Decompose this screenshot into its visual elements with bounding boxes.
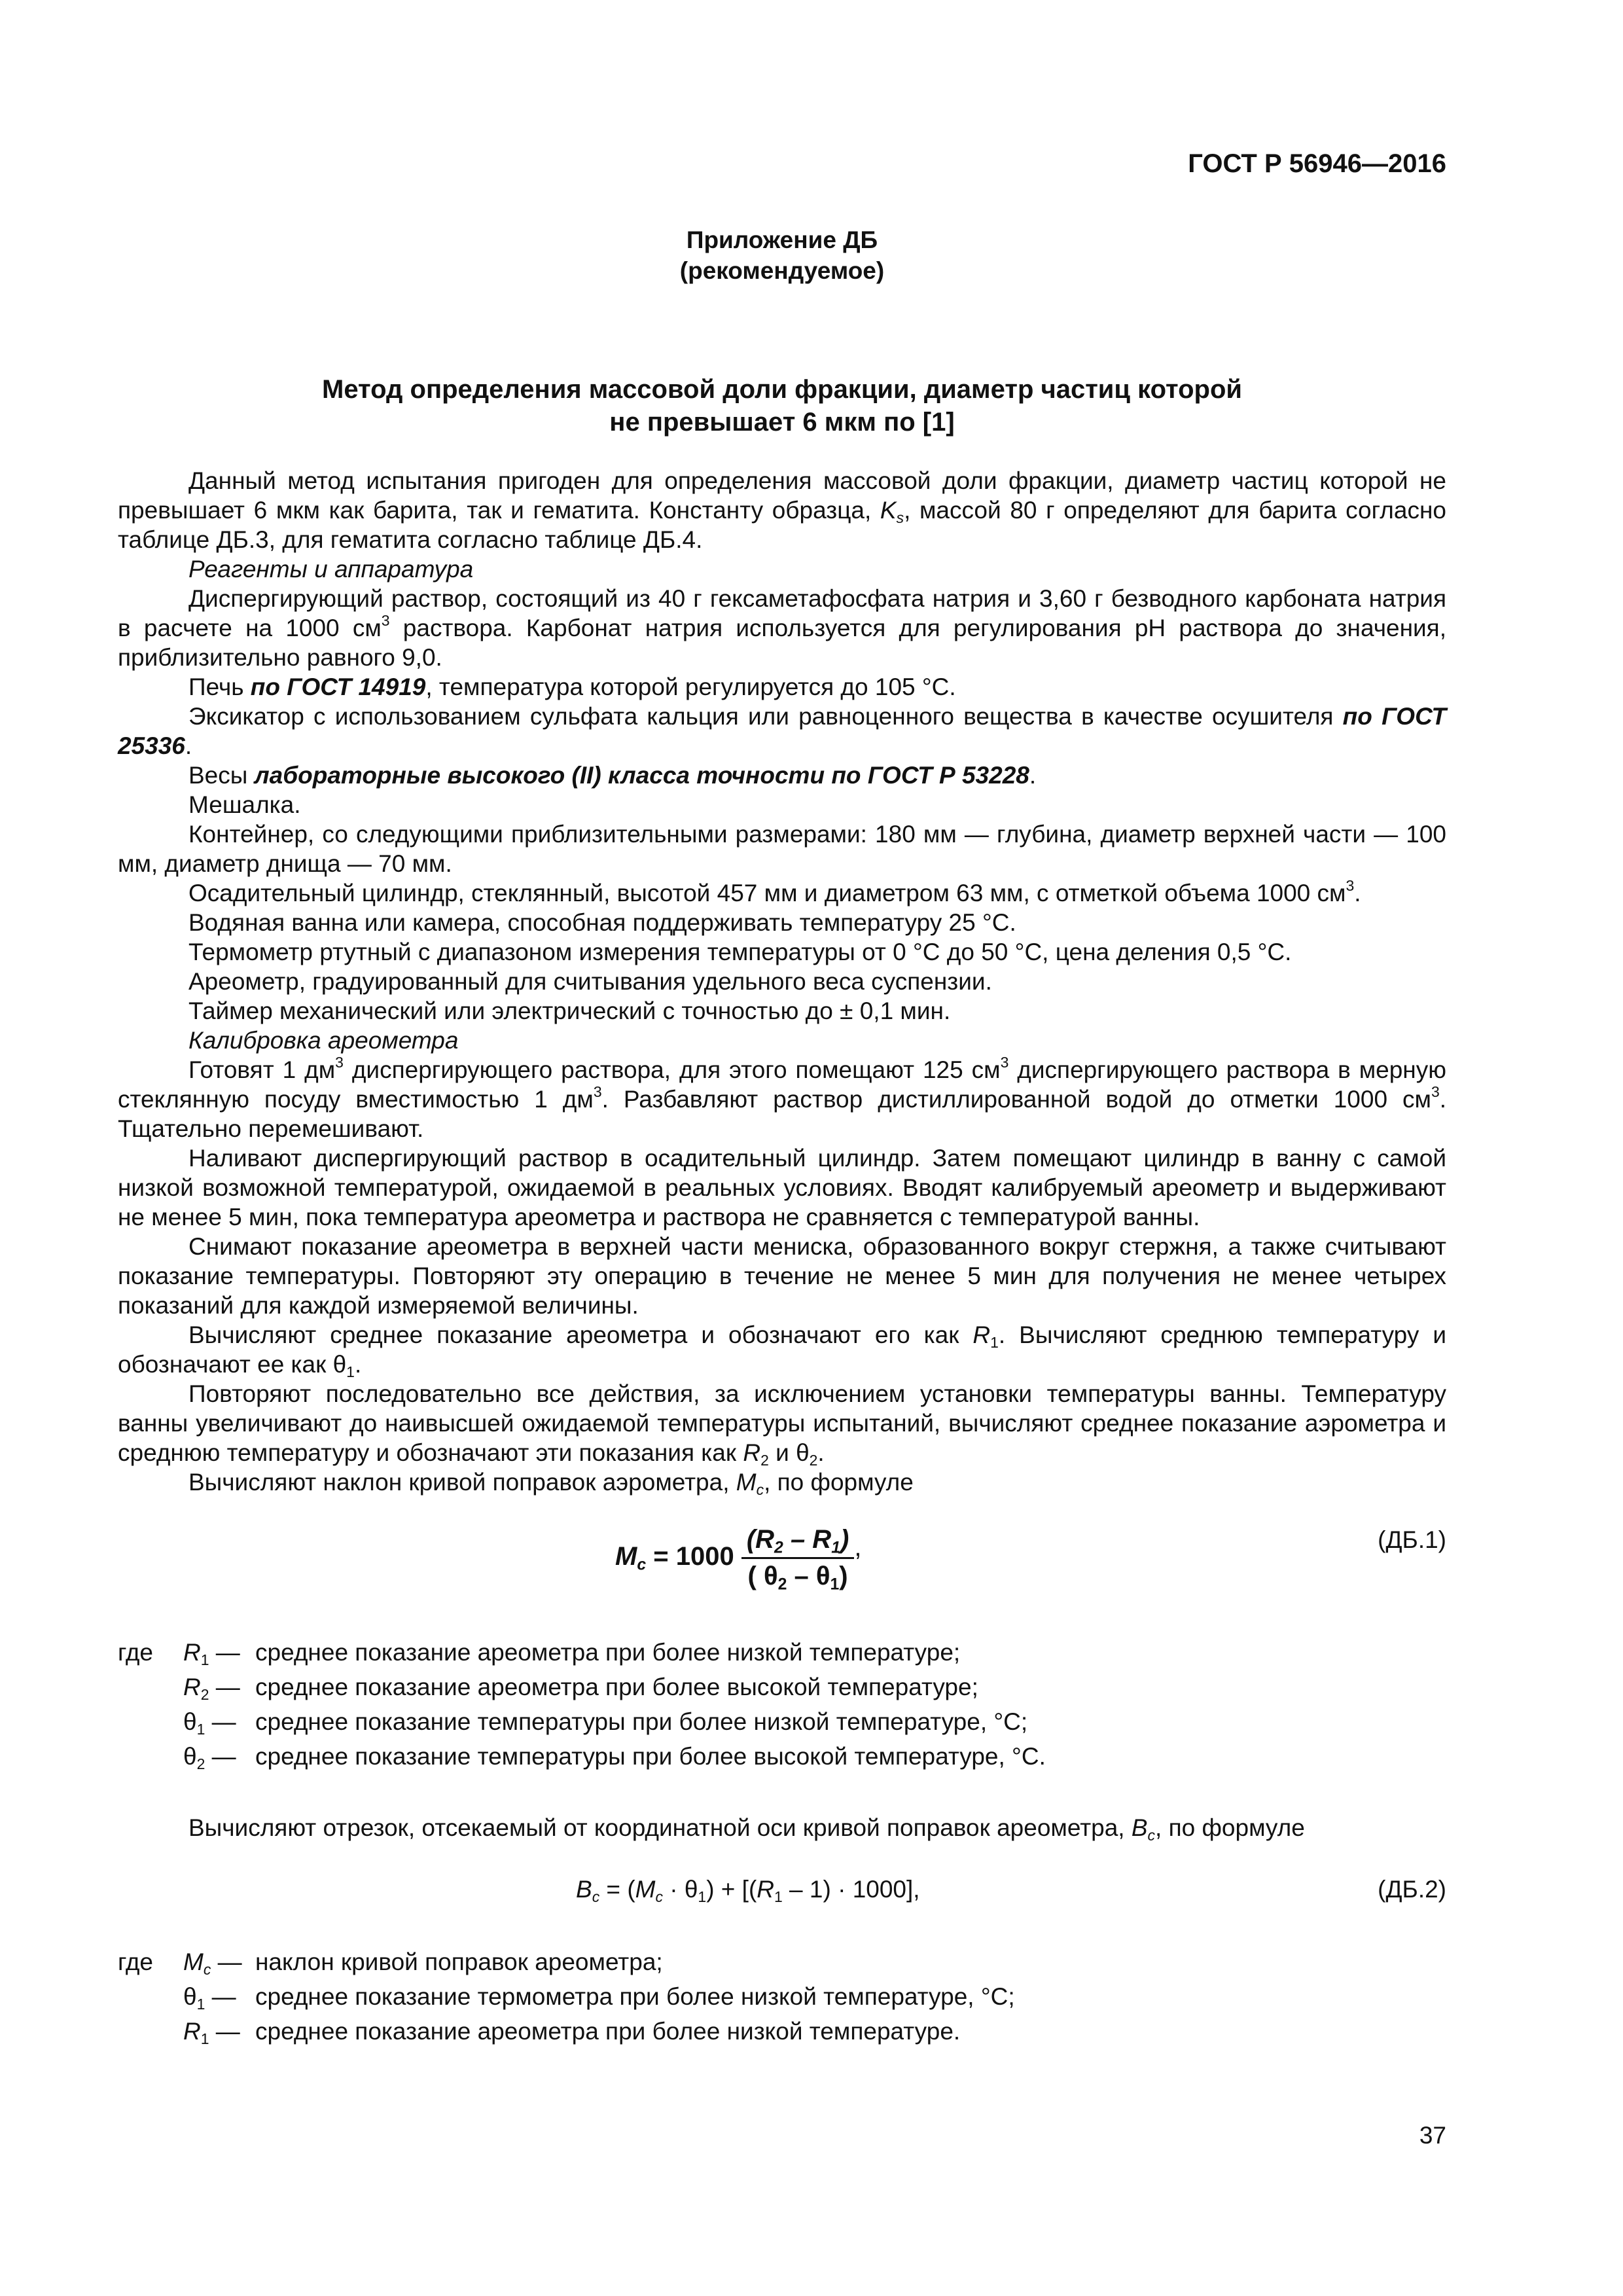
legend-row: $R_2$ — среднее показание ареометра при более высокой температуре; — [183, 1674, 978, 1703]
paragraph-desiccator: Эксикатор с использованием сульфата кальция или равноценного вещества в качестве осушителя по ГОСТ 25336. — [118, 703, 1446, 759]
paragraph-hydrometer: Ареометр, градуированный для считывания удельного веса суспензии. — [188, 968, 992, 995]
reagents-heading: Реагенты и аппаратура — [188, 556, 474, 583]
formula-db1-expression: $M_c = 1000$ $\frac{(R_2 - R_1)}{( \theta_2 - \theta_1)}$ , — [615, 1525, 862, 1594]
annex-status: (рекомендуемое) — [679, 257, 885, 284]
page-number: 37 — [1419, 2122, 1446, 2149]
legend-row: $\theta_1$ — среднее показание термометра при более низкой температуре, °С; — [183, 1983, 1015, 2013]
legend-row: $\theta_2$ — среднее показание температуры при более высокой температуре, °С. — [183, 1743, 1046, 1772]
legend-row: $\theta_1$ — среднее показание температуры при более низкой температуре, °С; — [183, 1708, 1028, 1738]
paragraph-container: Контейнер, со следующими приблизительными размерами: 180 мм — глубина, диаметр верхней части — 100 мм, диаметр днища — 70 мм. — [118, 821, 1446, 877]
legend-row: где $M_c$ — наклон кривой поправок ареометра; — [118, 1948, 663, 1978]
paragraph-repeat: Повторяют последовательно все действия, за исключением установки температуры ванны. Температуру ванны увеличивают до наивысшей ожидаемой температуры испытаний, вычисляют среднее показание аэрометра и среднюю температуру и обозначают эти показания как $R_2$ и $\theta_2$. — [118, 1380, 1446, 1469]
paragraph-mixer: Мешалка. — [188, 791, 301, 818]
paragraph-read-hydrometer: Снимают показание ареометра в верхней части мениска, образованного вокруг стержня, а также считывают показание температуры. Повторяют эту операцию в течение не менее 5 мин для получения не менее четырех показаний для каждой измеряемой величины. — [118, 1233, 1446, 1319]
paragraph-prepare-solution: Готовят 1 $дм^3$ диспергирующего раствора, для этого помещают 125 $см^3$ диспергирующего раствора в мерную стеклянную посуду вместимостью 1 $дм^3$. Разбавляют раствор дистиллированной водой до отметки 1000 $см^3$. Тщательно перемешивают. — [118, 1053, 1446, 1142]
annex-title: Приложение ДБ — [686, 226, 878, 253]
paragraph-intro: Данный метод испытания пригоден для определения массовой доли фракции, диаметр частиц которой не превышает 6 мкм как барита, так и гематита. Константу образца, $K_s$, массой 80 г определяют для барита согласно таблице ДБ.3, для гематита согласно таблице ДБ.4. — [118, 467, 1446, 553]
document-page — [118, 0, 1446, 2296]
formula-db1 — [118, 1525, 1446, 1617]
paragraph-balance: Весы лабораторные высокого (II) класса точности по ГОСТ Р 53228. — [188, 762, 1037, 789]
section-title-line-2: не превышает 6 мкм по [1] — [609, 408, 955, 437]
calibration-heading: Калибровка ареометра — [188, 1027, 459, 1054]
paragraph-slope: Вычисляют наклон кривой поправок аэрометра, $M_c$, по формуле — [188, 1469, 914, 1498]
paragraph-water-bath: Водяная ванна или камера, способная поддерживать температуру 25 °С. — [188, 909, 1016, 936]
annex-heading — [118, 224, 1446, 286]
paragraph-average-r1: Вычисляют среднее показание ареометра и обозначают его как $R_1$. Вычисляют среднюю температуру и обозначают ее как $\theta_1$. — [118, 1321, 1446, 1380]
formula-db1-fraction: $\frac{(R_2 - R_1)}{( \theta_2 - \theta_1)}$ — [741, 1525, 855, 1591]
legend-row: $R_1$ — среднее показание ареометра при более низкой температуре. — [183, 2018, 961, 2047]
legend-row: где $R_1$ — среднее показание ареометра при более низкой температуре; — [118, 1639, 961, 1668]
body-text — [118, 466, 1446, 1497]
paragraph-oven: Печь по ГОСТ 14919, температура которой регулируется до 105 °С. — [188, 673, 956, 700]
paragraph-pour-solution: Наливают диспергирующий раствор в осадительный цилиндр. Затем помещают цилиндр в ванну с самой низкой возможной температурой, ожидаемой в реальных условиях. Вводят калибруемый ареометр и выдерживают не менее 5 мин, пока температура ареометра и раствора не сравняется с температурой ванны. — [118, 1145, 1446, 1230]
formula-db2-legend — [118, 1947, 1446, 2051]
formula-db2-expression: $B_c = (M_c \cdot \theta_1) + [(R_1 - 1) \cdot 1000]$, — [576, 1876, 920, 1905]
formula-db2-number: (ДБ.2) — [1378, 1876, 1446, 1903]
paragraph-timer: Таймер механический или электрический с точностью до ± 0,1 мин. — [188, 997, 951, 1024]
paragraph-thermometer: Термометр ртутный с диапазоном измерения температуры от 0 °С до 50 °С, цена деления 0,5 °С. — [188, 939, 1292, 965]
section-title-line-1: Метод определения массовой доли фракции, диаметр частиц которой — [322, 375, 1242, 404]
paragraph-dispersing-solution: Диспергирующий раствор, состоящий из 40 г гексаметафосфата натрия и 3,60 г безводного карбоната натрия в расчете на 1000 $см^3$ раствора. Карбонат натрия используется для регулирования pH раствора до значения, приблизительно равного 9,0. — [118, 585, 1446, 671]
paragraph-intercept: Вычисляют отрезок, отсекаемый от координатной оси кривой поправок ареометра, $B_c$, по формуле — [188, 1814, 1305, 1844]
standard-designation: ГОСТ Р 56946—2016 — [1188, 149, 1446, 178]
section-title — [118, 373, 1446, 439]
formula-db1-legend — [118, 1638, 1446, 1776]
formula-db2 — [118, 1874, 1446, 1907]
paragraph-cylinder: Осадительный цилиндр, стеклянный, высотой 457 мм и диаметром 63 мм, с отметкой объема 1000 $см^3$. — [188, 876, 1361, 906]
formula-db1-number: (ДБ.1) — [1378, 1526, 1446, 1553]
